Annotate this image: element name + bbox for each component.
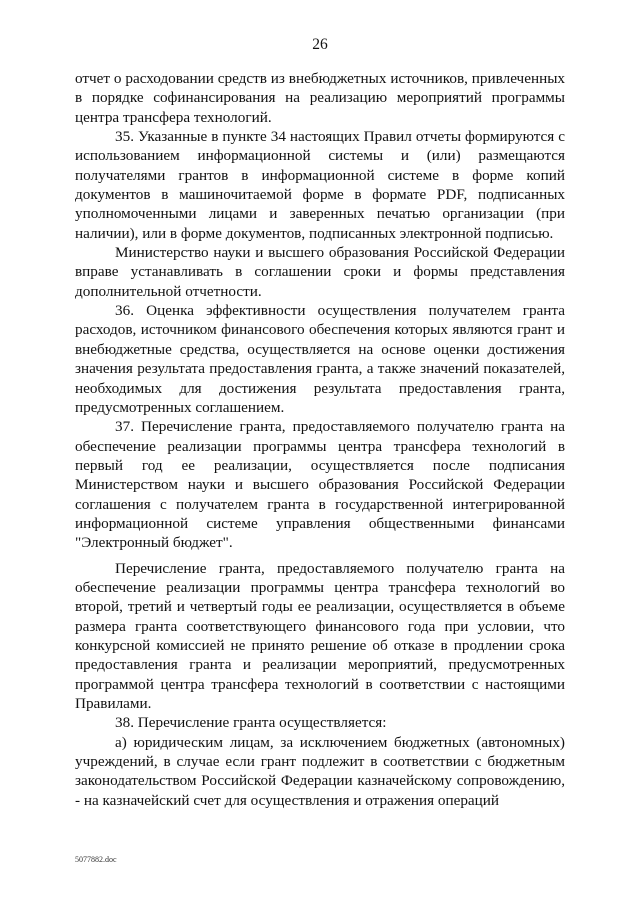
page-number: 26	[312, 36, 328, 53]
paragraph-continuation: отчет о расходовании средств из внебюджетных источников, привлеченных в порядке софинансирования на реализацию мероприятий программы центра трансфера технологий.	[75, 70, 565, 126]
document-body	[75, 69, 565, 810]
document-file-code: 5077882.doc	[75, 855, 117, 864]
paragraph-38-a: а) юридическим лицам, за исключением бюджетных (автономных) учреждений, в случае если грант подлежит в соответствии с бюджетным законодательством Российской Федерации казначейскому сопровождению, - на казначейский счет для осуществления и отражения операций	[75, 733, 565, 809]
paragraph-37-continued: Перечисление гранта, предоставляемого получателю гранта на обеспечение реализации программы центра трансфера технологий во второй, третий и четвертый годы ее реализации, осуществляется в объеме размера гранта соответствующего финансового года при условии, что конкурсной комиссией не принято решение об отказе в продлении срока предоставления гранта и реализации мероприятий, предусмотренных программой центра трансфера технологий в соответствии с настоящими Правилами.	[75, 559, 565, 712]
paragraph-38: 38. Перечисление гранта осуществляется:	[115, 714, 387, 732]
paragraph-37: 37. Перечисление гранта, предоставляемого получателю гранта на обеспечение реализации программы центра трансфера технологий в первый год ее реализации, осуществляется после подписания Министерством науки и высшего образования Российской Федерации соглашения с получателем гранта в государственной интегрированной информационной системе управления общественными финансами "Электронный бюджет".	[75, 418, 565, 552]
paragraph-36: 36. Оценка эффективности осуществления получателем гранта расходов, источником финансового обеспечения которых являются грант и внебюджетные средства, осуществляется на основе оценки достижения значения результата предоставления гранта, а также значений показателей, необходимых для достижения результата предоставления гранта, предусмотренных соглашением.	[75, 302, 565, 416]
paragraph-35: 35. Указанные в пункте 34 настоящих Правил отчеты формируются с использованием информационной системы и (или) размещаются получателями грантов в информационной системе в форме копий документов в машиночитаемой форме в формате PDF, подписанных уполномоченными лицами и заверенных печатью организации (при наличии), или в форме документов, подписанных электронной подписью.	[75, 128, 565, 242]
paragraph-ministry-reporting: Министерство науки и высшего образования Российской Федерации вправе устанавливать в соглашении сроки и формы представления дополнительной отчетности.	[75, 244, 565, 300]
